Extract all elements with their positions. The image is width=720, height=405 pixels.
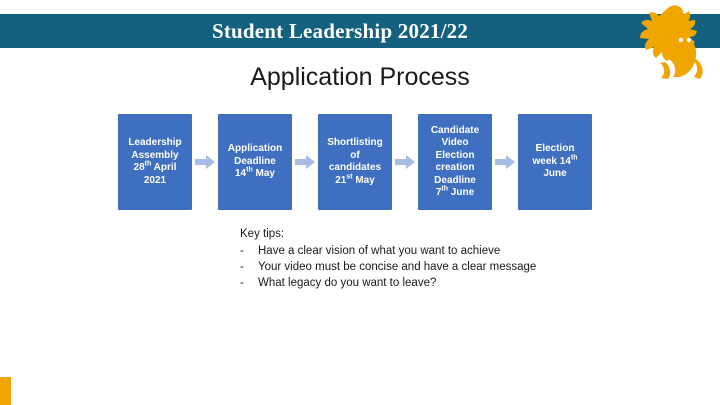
application-process-flow <box>118 114 592 210</box>
flow-step-line: Deadline <box>234 155 276 167</box>
flow-step-line: of <box>350 149 360 161</box>
flow-step-line: Election <box>435 149 475 161</box>
arrow-right-icon-1 <box>192 114 218 210</box>
key-tip-item <box>240 243 540 259</box>
arrow-right-icon-4 <box>492 114 518 210</box>
key-tip-text: Your video must be concise and have a clear message <box>258 261 537 273</box>
key-tip-text: What legacy do you want to leave? <box>258 277 437 289</box>
key-tips-heading: Key tips: <box>240 228 285 240</box>
page-title: Application Process <box>250 63 470 91</box>
flow-step-line: Election <box>535 143 575 155</box>
flow-step-line: Video <box>441 137 469 148</box>
flow-step-line: Deadline <box>434 174 476 186</box>
flow-step-line: 28th April <box>133 160 177 173</box>
bottom-accent-bar <box>0 377 11 405</box>
flow-step-line: June <box>543 168 567 180</box>
flow-step-line: Application <box>227 143 283 155</box>
bullet-dash-icon: - <box>240 261 244 273</box>
key-tip-item <box>240 259 540 275</box>
key-tip-text: Have a clear vision of what you want to achieve <box>258 245 501 257</box>
flow-step-application-deadline <box>218 114 292 210</box>
flow-step-leadership-assembly <box>118 114 192 210</box>
key-tip-item <box>240 275 540 291</box>
flow-step-line: 2021 <box>143 174 167 186</box>
flow-step-line: 21st May <box>335 173 375 186</box>
flow-step-shortlisting <box>318 114 392 210</box>
arrow-right-icon-3 <box>392 114 418 210</box>
flow-step-line: 14th May <box>235 166 275 180</box>
flow-step-line: Assembly <box>131 149 179 161</box>
arrow-right-icon-2 <box>292 114 318 210</box>
flow-step-line: candidates <box>328 162 382 173</box>
flow-step-line: Candidate <box>430 124 480 136</box>
flow-step-candidate-video <box>418 114 492 210</box>
flow-step-election-week <box>518 114 592 210</box>
flow-step-line: Shortlisting <box>327 137 383 148</box>
header-title: Student Leadership 2021/22 <box>211 19 469 43</box>
bullet-dash-icon: - <box>240 277 244 289</box>
flow-step-line: week 14th <box>532 154 578 167</box>
bullet-dash-icon: - <box>240 245 244 257</box>
key-tips <box>240 226 540 291</box>
flow-step-line: 7th June <box>435 185 475 198</box>
flow-step-line: creation <box>435 162 475 173</box>
flow-step-line: Leadership <box>128 137 182 148</box>
